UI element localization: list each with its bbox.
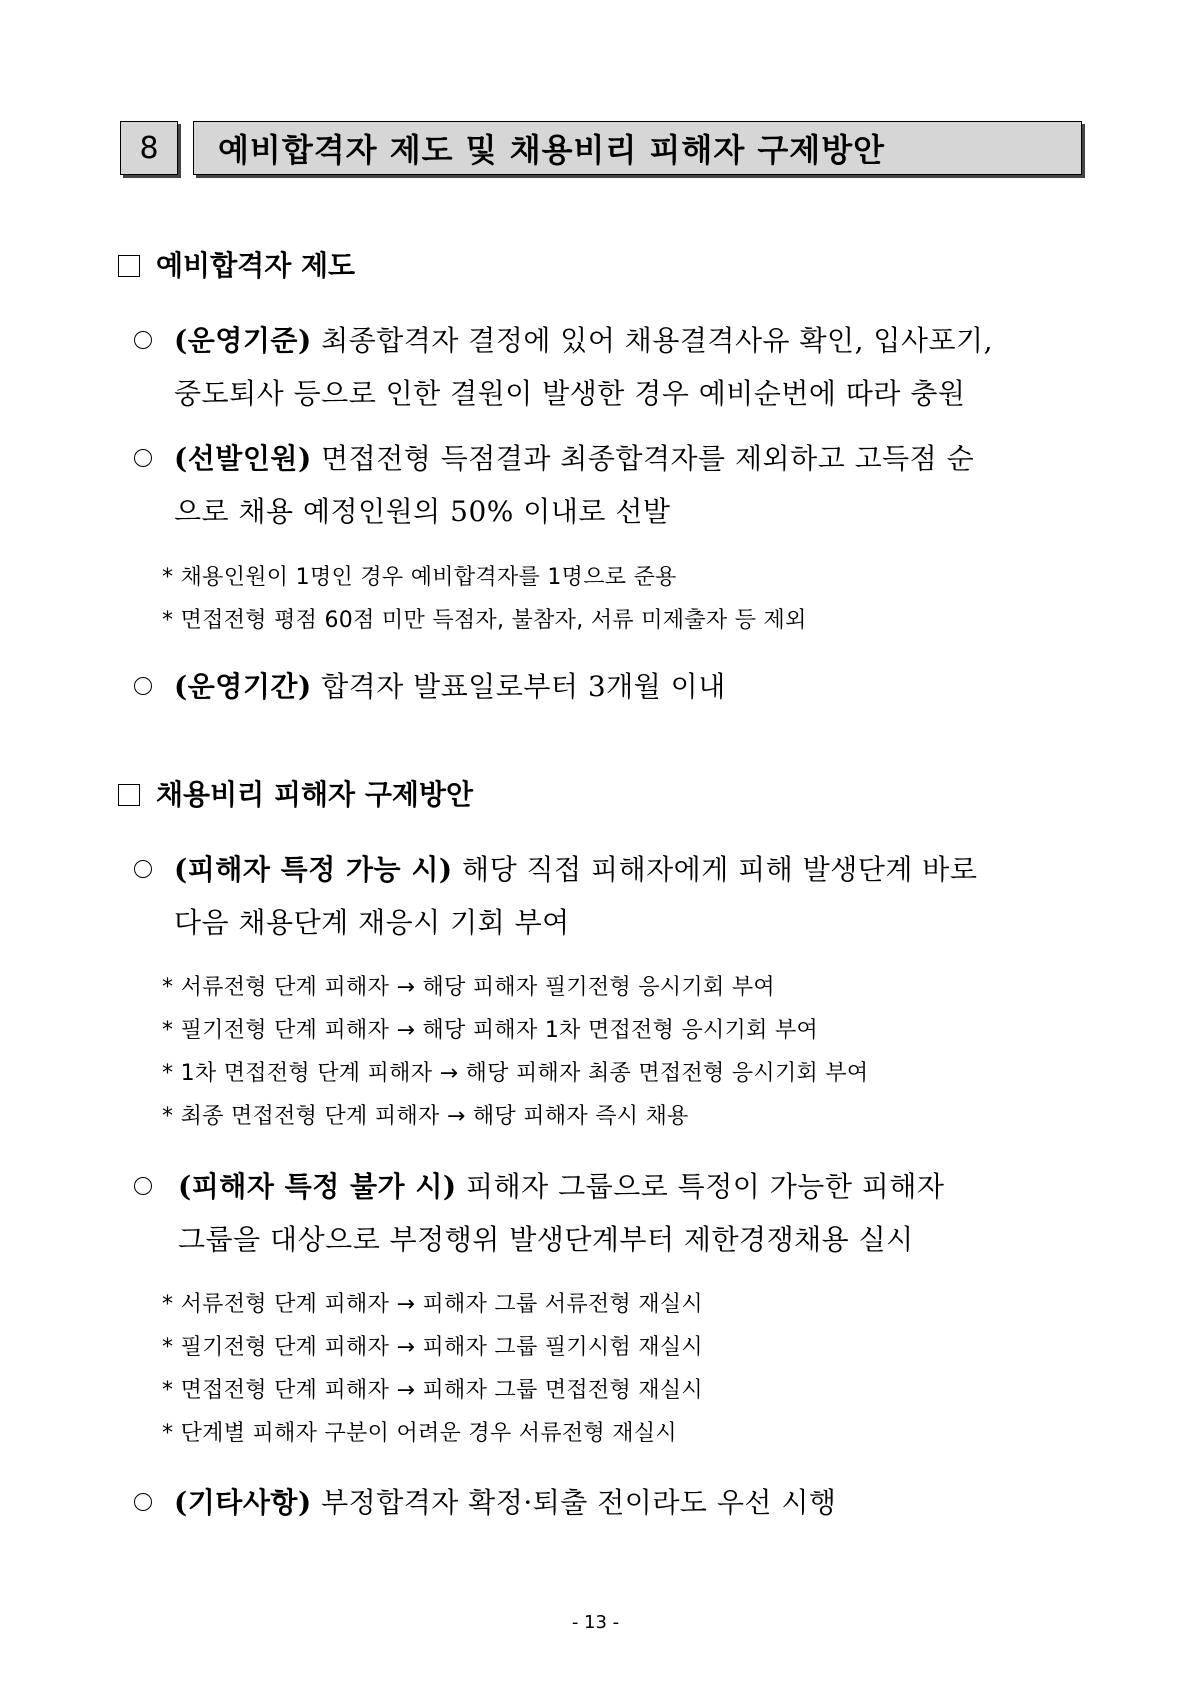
checkbox-square-icon	[118, 255, 140, 277]
paragraph-line: (운영기준) 최종합격자 결정에 있어 채용결격사유 확인, 입사포기,	[174, 324, 993, 357]
paragraph-line: (피해자 특정 불가 시) 피해자 그룹으로 특정이 가능한 피해자	[178, 1170, 945, 1203]
section-heading-victim-relief: 채용비리 피해자 구제방안	[118, 773, 473, 813]
paragraph-line: (운영기간) 합격자 발표일로부터 3개월 이내	[174, 670, 726, 703]
paragraph-line: 중도퇴사 등으로 인한 결원이 발생한 경우 예비순번에 따라 충원	[174, 377, 966, 410]
section-number-box	[120, 121, 178, 175]
paragraph-line: (피해자 특정 가능 시) 해당 직접 피해자에게 피해 발생단계 바로	[174, 853, 978, 886]
note-line: * 면접전형 단계 피해자 → 피해자 그룹 면접전형 재실시	[162, 1378, 703, 1403]
paragraph-line: 그룹을 대상으로 부정행위 발생단계부터 제한경쟁채용 실시	[178, 1223, 914, 1256]
note-line: * 1차 면접전형 단계 피해자 → 해당 피해자 최종 면접전형 응시기회 부여	[162, 1061, 869, 1086]
note-line: * 필기전형 단계 피해자 → 해당 피해자 1차 면접전형 응시기회 부여	[162, 1018, 819, 1043]
page-number: - 13 -	[571, 1612, 620, 1633]
paragraph-line: (기타사항) 부정합격자 확정·퇴출 전이라도 우선 시행	[174, 1486, 837, 1519]
note-line: * 서류전형 단계 피해자 → 피해자 그룹 서류전형 재실시	[162, 1292, 703, 1317]
note-line: * 단계별 피해자 구분이 어려운 경우 서류전형 재실시	[162, 1421, 677, 1446]
paragraph-line: 다음 채용단계 재응시 기회 부여	[174, 906, 570, 939]
section-title: 예비합격자 제도 및 채용비리 피해자 구제방안	[218, 131, 886, 169]
section-number: 8	[139, 130, 159, 166]
bullet-circle-icon	[134, 331, 152, 349]
bullet-circle-icon	[134, 1177, 152, 1195]
note-line: * 서류전형 단계 피해자 → 해당 피해자 필기전형 응시기회 부여	[162, 975, 775, 1000]
note-line: * 필기전형 단계 피해자 → 피해자 그룹 필기시험 재실시	[162, 1335, 703, 1360]
note-line: * 면접전형 평점 60점 미만 득점자, 불참자, 서류 미제출자 등 제외	[162, 608, 807, 633]
paragraph-line: (선발인원) 면접전형 득점결과 최종합격자를 제외하고 고득점 순	[174, 442, 975, 475]
paragraph-line: 으로 채용 예정인원의 50% 이내로 선발	[174, 495, 671, 528]
bullet-circle-icon	[134, 449, 152, 467]
section-heading-reserve: 예비합격자 제도	[118, 244, 355, 284]
bullet-circle-icon	[134, 860, 152, 878]
bullet-circle-icon	[134, 677, 152, 695]
note-line: * 최종 면접전형 단계 피해자 → 해당 피해자 즉시 채용	[162, 1104, 689, 1129]
note-line: * 채용인원이 1명인 경우 예비합격자를 1명으로 준용	[162, 565, 677, 590]
section-title-box	[193, 121, 1082, 175]
checkbox-square-icon	[118, 784, 140, 806]
bullet-circle-icon	[134, 1493, 152, 1511]
